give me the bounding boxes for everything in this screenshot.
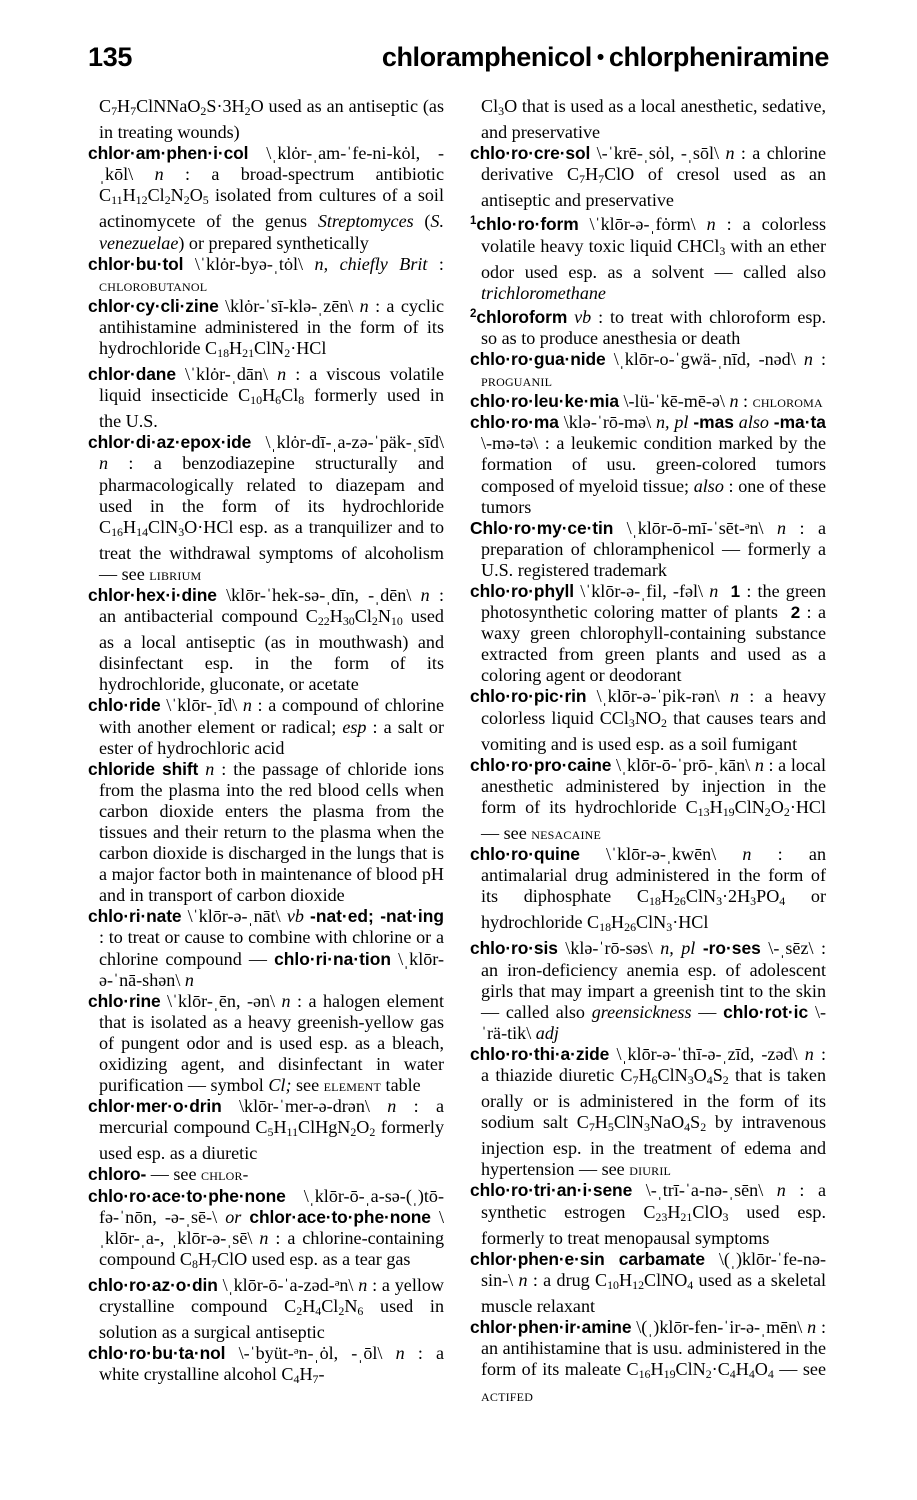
dictionary-entry: Chlo·ro·my·ce·tin \ˌklōr-ō-mī-ˈsēt-ᵊn\ n : a preparation of chloramphenicol — formerly a U.S. registered trademark [470, 517, 826, 580]
dictionary-entry: chlo·ro·tri·an·i·sene \-ˌtrī-ˈa-nə-ˌsēn\ n : a synthetic estrogen $C_{23}H_{21}ClO_3$ used esp. formerly to treat menopausal symptoms [470, 1180, 826, 1248]
dictionary-entry: chlo·ro·ace·to·phe·none \ˌklōr-ō-ˌa-sə-(ˌ)tō-fə-ˈnōn, -ə-ˌsē-\ or chlor·ace·to·phe·none \ˌklōr-ˌa-, ˌklōr-ə-ˌsē\ n : a chlorine-containing compound $C_8H_7ClO$ used esp. as a tear gas [88, 1185, 444, 1271]
entry-continuation: $Cl_3O$ that is used as a local anesthetic, sedative, and preservative [481, 96, 826, 143]
dictionary-entry: $^2$chloroform vb : to treat with chloroform esp. so as to produce anesthesia or death [470, 306, 826, 348]
dictionary-entry: chlor·cy·cli·zine \klȯr-ˈsī-klə-ˌzēn\ n : a cyclic antihistamine administered in the form of its hydrochloride $C_{18}H_{21}ClN_2\cdot HCl$ [88, 295, 445, 360]
dictionary-entry: chlo·ro·az·o·din \ˌklōr-ō-ˈa-zəd-ᵊn\ n : a yellow crystalline compound $C_2H_4Cl_2N_6$ used in solution as a surgical antiseptic [88, 1274, 444, 1343]
left-column [88, 96, 444, 1482]
dictionary-entry: chlor·am·phen·i·col \ˌklȯr-ˌam-ˈfe-ni-kȯl, -ˌkōl\ n : a broad-spectrum antibiotic $C_{11}H_{12}Cl_2N_2O_5$ isolated from cultures of a soil actinomycete of the genus Streptomyces (S. venezuelae) or prepared synthetically [88, 143, 444, 253]
entry-continuation: $C_7H_7ClNNaO_2S\cdot 3H_2O$ used as an antiseptic (as in treating wounds) [99, 96, 444, 143]
guide-word-right: chlorpheniramine [608, 42, 829, 72]
dictionary-entry: chlo·ro·ma \klə-ˈrō-mə\ n, pl -mas also -ma·ta \-mə-tə\ : a leukemic condition marked by the formation of usu. green-colored tumors composed of myeloid tissue; also : one of these tumors [470, 412, 826, 517]
page-number: 135 [88, 42, 133, 72]
dictionary-entry: chlor·phen·ir·amine \(ˌ)klōr-fen-ˈir-ə-ˌmēn\ n : an antihistamine that is usu. administered in the form of its maleate $C_{16}H_{19}ClN_2\cdot C_4H_4O_4$ — see actifed [470, 1316, 826, 1406]
guide-word-left: chloramphenicol [381, 42, 592, 72]
dictionary-entry: chlo·ro·cre·sol \-ˈkrē-ˌsȯl, -ˌsōl\ n : a chlorine derivative $C_7H_7ClO$ of cresol used as an antiseptic and preservative [470, 143, 826, 211]
dictionary-entry: chloro- — see chlor- [88, 1164, 249, 1185]
dictionary-entry: chlo·ro·quine \ˈklōr-ə-ˌkwēn\ n : an antimalarial drug administered in the form of its diphosphate $C_{18}H_{26}ClN_3\cdot 2H_3PO_4$ or hydrochloride $C_{18}H_{26}ClN_3\cdot HCl$ [470, 844, 826, 935]
dictionary-entry: chlo·ro·gua·nide \ˌklōr-o-ˈgwä-ˌnīd, -nəd\ n : proguanil [470, 348, 826, 391]
dictionary-entry: chlo·ro·thi·a·zide \ˌklōr-ə-ˈthī-ə-ˌzīd, -zəd\ n : a thiazide diuretic $C_7H_6ClN_3O_4S_2$ that is taken orally or is administered in the form of its sodium salt $C_7H_5ClN_3NaO_4S_2$ by intravenous injection esp. in the treatment of edema and hypertension — see diuril [470, 1043, 826, 1180]
dictionary-entry: chlo·ro·pro·caine \ˌklōr-ō-ˈprō-ˌkān\ n : a local anesthetic administered by injection in the form of its hydrochloride $C_{13}H_{19}ClN_2O_2\cdot HCl$ — see nesacaine [470, 754, 826, 844]
dictionary-entry: chlor·phen·e·sin carbamate \(ˌ)klōr-ˈfe-nə-sin-\ n : a drug $C_{10}H_{12}ClNO_4$ used as a skeletal muscle relaxant [470, 1248, 827, 1316]
dictionary-entry: chlor·dane \ˈklȯr-ˌdān\ n : a viscous volatile liquid insecticide $C_{10}H_6Cl_8$ formerly used in the U.S. [88, 364, 444, 432]
dictionary-entry: chlor·mer·o·drin \klōr-ˈmer-ə-drən\ n : a mercurial compound $C_5H_{11}ClHgN_2O_2$ formerly used esp. as a diuretic [88, 1096, 445, 1164]
dictionary-entry: chlo·ri·nate \ˈklōr-ə-ˌnāt\ vb -nat·ed; -nat·ing : to treat or cause to combine with chlorine or a chlorine compound — chlo·ri·na·tion \ˌklōr-ə-ˈnā-shən\ n [88, 906, 444, 990]
dictionary-entry: chlo·ro·bu·ta·nol \-ˈbyüt-ᵊn-ˌȯl, -ˌōl\ n : a white crystalline alcohol $C_4H_7-$ [88, 1343, 445, 1387]
dictionary-entry: chlo·ro·pic·rin \ˌklōr-ə-ˈpik-rən\ n : a heavy colorless liquid $CCl_3NO_2$ that causes tears and vomiting and is used esp. as a soil fumigant [470, 686, 827, 754]
dictionary-entry: chloride shift n : the passage of chloride ions from the plasma into the red blood cells when carbon dioxide enters the plasma from the tissues and their return to the plasma when the carbon dioxide is discharged in the lungs that is a major factor both in maintenance of blood pH and in transport of carbon dioxide [88, 758, 444, 906]
dictionary-entry: chlo·ro·phyll \ˈklōr-ə-ˌfil, -fəl\ n 1 : the green photosynthetic coloring matter of plants 2 : a waxy green chlorophyll-containing substance extracted from green plants and used as a coloring agent or deodorant [470, 581, 826, 686]
dictionary-entry: chlo·ride \ˈklōr-ˌīd\ n : a compound of chlorine with another element or radical; esp : a salt or ester of hydrochloric acid [88, 695, 444, 758]
dictionary-entry: chlo·ro·leu·ke·mia \-lü-ˈkē-mē-ə\ n : chloroma [470, 391, 823, 412]
dictionary-entry: chlor·hex·i·dine \klōr-ˈhek-sə-ˌdīn, -ˌdēn\ n : an antibacterial compound $C_{22}H_{30}Cl_2N_{10}$ used as a local antiseptic (as in mouthwash) and disinfectant esp. in the form of its hydrochloride, gluconate, or acetate [88, 584, 444, 695]
body-columns [88, 96, 829, 1482]
dictionary-entry: chlor·di·az·epox·ide \ˌklȯr-dī-ˌa-zə-ˈpäk-ˌsīd\ n : a benzodiazepine structurally and pharmacologically related to diazepam and used in the form of its hydrochloride $C_{16}H_{14}ClN_3O\cdot HCl$ esp. as a tranquilizer and to treat the withdrawal symptoms of alcoholism — see librium [88, 432, 444, 584]
dictionary-entry: chlor·bu·tol \ˈklȯr-byə-ˌtȯl\ n, chiefly Brit : chlorobutanol [88, 253, 444, 295]
dictionary-entry: $^1$chlo·ro·form \ˈklōr-ə-ˌfȯrm\ n : a colorless volatile heavy toxic liquid CHCl$_3$ with an ether odor used esp. as a solvent — called also trichloromethane [470, 214, 826, 303]
right-column [470, 96, 826, 1482]
dictionary-entry: chlo·ro·sis \klə-ˈrō-səs\ n, pl -ro·ses \-ˌsēz\ : an iron-deficiency anemia esp. of adolescent girls that may impart a greenish tint to the skin — called also greensickness — chlo·rot·ic \-ˈrä-tik\ adj [470, 938, 827, 1043]
running-head [0, 44, 917, 80]
guide-words [132, 44, 829, 71]
guide-word-separator: • [596, 46, 604, 69]
dictionary-entry: chlo·rine \ˈklōr-ˌēn, -ən\ n : a halogen element that is isolated as a heavy greenish-yellow gas of pungent odor and is used esp. as a bleach, oxidizing agent, and disinfectant in water purification — symbol Cl; see element table [88, 990, 444, 1096]
